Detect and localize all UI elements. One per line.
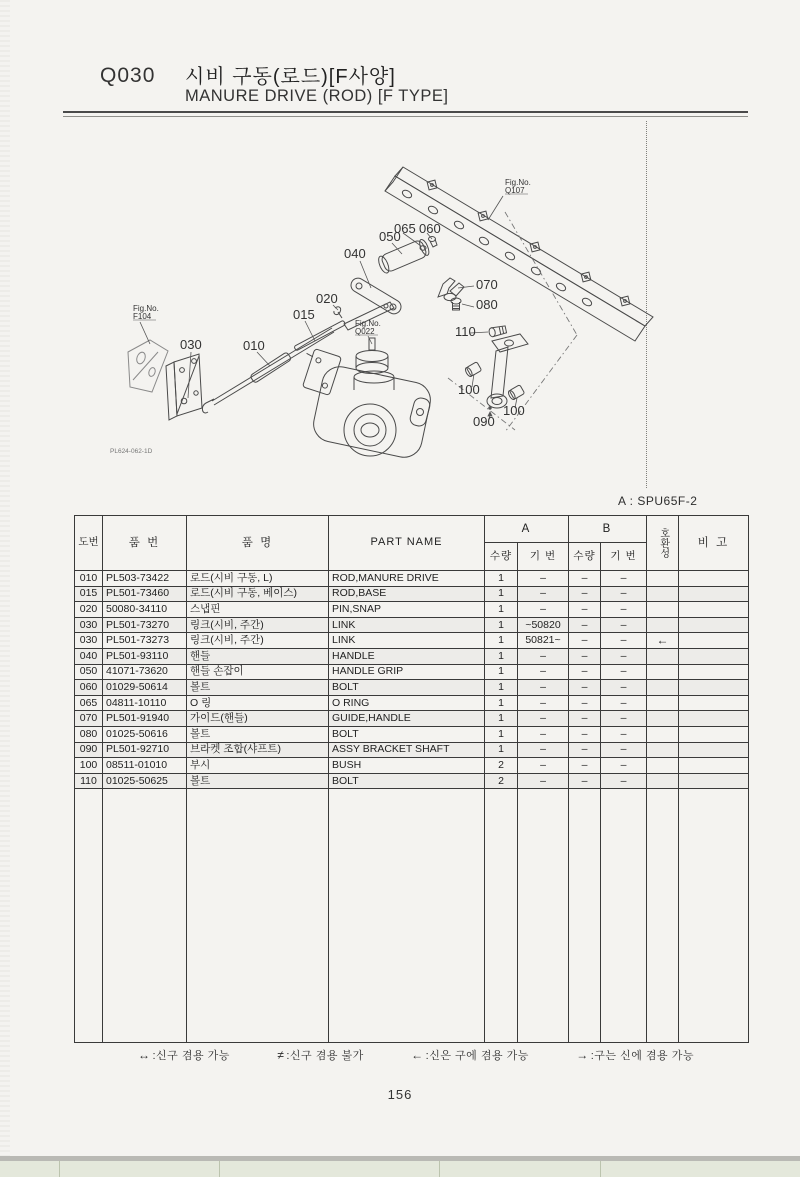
cell-compat	[647, 695, 679, 711]
cell-a-serial: –	[518, 648, 569, 664]
cell-a-qty: 1	[485, 586, 518, 602]
cell-b-qty: –	[569, 602, 601, 618]
cell-fig: 050	[75, 664, 103, 680]
callout-080: 080	[476, 297, 498, 312]
cell-a-serial: 50821~	[518, 633, 569, 649]
manure-drive-rod-part	[202, 328, 334, 413]
legend-item: ↔ :신구 겸용 가능	[138, 1048, 230, 1062]
cell-a-serial: ~50820	[518, 617, 569, 633]
cell-name-kr: 링크(시비, 주간)	[187, 617, 329, 633]
cell-fig: 070	[75, 711, 103, 727]
figref-q022-code: Q022	[355, 327, 375, 336]
cell-remark	[679, 586, 749, 602]
cell-part-no: 08511-01010	[103, 758, 187, 774]
cell-a-qty: 1	[485, 695, 518, 711]
cell-part-no: 01025-50616	[103, 726, 187, 742]
cell-part-name: BOLT	[329, 726, 485, 742]
cell-a-serial: –	[518, 758, 569, 774]
col-header-fig: 도번	[75, 516, 103, 571]
cell-fig: 020	[75, 602, 103, 618]
cell-part-name: BOLT	[329, 680, 485, 696]
cell-fig: 030	[75, 633, 103, 649]
table-row	[75, 602, 749, 618]
col-header-a-qty: 수량	[485, 543, 518, 571]
col-header-remark: 비 고	[679, 516, 749, 571]
cell-a-serial: –	[518, 571, 569, 587]
cell-part-name: ASSY BRACKET SHAFT	[329, 742, 485, 758]
table-row	[75, 648, 749, 664]
col-header-group-b: B	[569, 516, 647, 543]
callout-010: 010	[243, 338, 265, 353]
not-equal-icon: ≠	[277, 1048, 285, 1062]
cell-compat	[647, 617, 679, 633]
cell-part-no: PL501-73273	[103, 633, 187, 649]
page-title-korean: 시비 구동(로드)[F사양]	[185, 66, 396, 88]
cell-fig: 010	[75, 571, 103, 587]
bush-part-right	[507, 385, 525, 401]
cell-part-name: PIN,SNAP	[329, 602, 485, 618]
table-row	[75, 695, 749, 711]
cell-a-qty: 2	[485, 773, 518, 789]
cell-b-serial: –	[601, 758, 647, 774]
cell-part-no: PL501-93110	[103, 648, 187, 664]
table-row	[75, 726, 749, 742]
cell-remark	[679, 773, 749, 789]
cell-remark	[679, 726, 749, 742]
cell-b-qty: –	[569, 664, 601, 680]
cell-b-qty: –	[569, 758, 601, 774]
cell-name-kr: 볼트	[187, 773, 329, 789]
cell-a-qty: 1	[485, 617, 518, 633]
next-page-edge	[0, 1161, 800, 1177]
cell-part-name: GUIDE,HANDLE	[329, 711, 485, 727]
table-row	[75, 758, 749, 774]
drawing-number-note: PL624-062-1D	[110, 448, 153, 455]
callout-070: 070	[476, 277, 498, 292]
cell-a-serial: –	[518, 586, 569, 602]
cell-name-kr: 부시	[187, 758, 329, 774]
bolt-060-part	[429, 237, 438, 248]
callout-065: 065	[394, 221, 416, 236]
cell-part-no: 04811-10110	[103, 695, 187, 711]
cell-remark	[679, 711, 749, 727]
cell-b-serial: –	[601, 648, 647, 664]
cell-b-serial: –	[601, 633, 647, 649]
cell-compat	[647, 648, 679, 664]
callout-015: 015	[293, 307, 315, 322]
figref-f104-prefix: Fig.No.	[133, 304, 159, 313]
arrow-both-icon: ↔	[138, 1048, 151, 1062]
cell-a-serial: –	[518, 602, 569, 618]
cell-a-serial: –	[518, 664, 569, 680]
square-nuts	[427, 180, 630, 306]
cell-name-kr: 핸들 손잡이	[187, 664, 329, 680]
cell-b-qty: –	[569, 742, 601, 758]
cell-a-serial: –	[518, 773, 569, 789]
snap-pin-part	[334, 307, 342, 318]
cell-a-qty: 1	[485, 648, 518, 664]
cell-b-serial: –	[601, 680, 647, 696]
cell-name-kr: 스냅핀	[187, 602, 329, 618]
cell-b-qty: –	[569, 617, 601, 633]
cell-fig: 015	[75, 586, 103, 602]
cell-part-name: O RING	[329, 695, 485, 711]
cell-a-serial: –	[518, 726, 569, 742]
cell-compat	[647, 711, 679, 727]
model-note: A : SPU65F-2	[618, 494, 698, 508]
cell-a-qty: 1	[485, 664, 518, 680]
cell-name-kr: 가이드(핸들)	[187, 711, 329, 727]
figref-q022-prefix: Fig.No.	[355, 319, 381, 328]
bush-part-left	[464, 362, 482, 378]
cell-part-name: ROD,MANURE DRIVE	[329, 571, 485, 587]
compat-legend	[138, 1047, 694, 1063]
cell-b-qty: –	[569, 711, 601, 727]
cell-part-name: BUSH	[329, 758, 485, 774]
cell-compat: ←	[647, 633, 679, 649]
table-row	[75, 773, 749, 789]
cell-b-qty: –	[569, 633, 601, 649]
cell-remark	[679, 758, 749, 774]
callout-100-left: 100	[458, 382, 480, 397]
table-row	[75, 586, 749, 602]
cell-part-name: ROD,BASE	[329, 586, 485, 602]
col-header-name-kr: 품 명	[187, 516, 329, 571]
table-empty-filler	[75, 789, 749, 1043]
cell-fig: 100	[75, 758, 103, 774]
figref-q107-prefix: Fig.No.	[505, 178, 531, 187]
cell-compat	[647, 726, 679, 742]
cell-b-serial: –	[601, 664, 647, 680]
exploded-parts-diagram	[0, 0, 800, 500]
cell-a-qty: 1	[485, 742, 518, 758]
col-header-part-name: PART NAME	[329, 516, 485, 571]
cell-name-kr: 링크(시비, 주간)	[187, 633, 329, 649]
cell-name-kr: 브라켓 조합(샤프트)	[187, 742, 329, 758]
guide-handle-part	[438, 278, 464, 301]
legend-item: ← :신은 구에 겸용 가능	[411, 1048, 529, 1062]
arrow-left-icon: ←	[411, 1048, 424, 1062]
cell-fig: 090	[75, 742, 103, 758]
cell-remark	[679, 648, 749, 664]
cell-part-name: HANDLE GRIP	[329, 664, 485, 680]
page-title-english: MANURE DRIVE (ROD) [F TYPE]	[185, 87, 449, 105]
cell-a-qty: 1	[485, 711, 518, 727]
cell-a-qty: 1	[485, 726, 518, 742]
cell-name-kr: 로드(시비 구동, 베이스)	[187, 586, 329, 602]
cell-remark	[679, 602, 749, 618]
cell-b-serial: –	[601, 571, 647, 587]
cell-name-kr: 볼트	[187, 680, 329, 696]
table-row	[75, 617, 749, 633]
cell-b-serial: –	[601, 602, 647, 618]
cell-compat	[647, 664, 679, 680]
cell-part-name: BOLT	[329, 773, 485, 789]
cell-a-qty: 2	[485, 758, 518, 774]
figref-q107-code: Q107	[505, 186, 525, 195]
cell-b-serial: –	[601, 711, 647, 727]
cell-a-serial: –	[518, 695, 569, 711]
cell-fig: 065	[75, 695, 103, 711]
cell-compat	[647, 571, 679, 587]
cell-b-qty: –	[569, 695, 601, 711]
cell-part-no: 01029-50614	[103, 680, 187, 696]
cell-fig: 040	[75, 648, 103, 664]
col-header-group-a: A	[485, 516, 569, 543]
callout-100-right: 100	[503, 403, 525, 418]
cell-part-no: 50080-34110	[103, 602, 187, 618]
parts-table	[74, 515, 749, 1043]
cell-fig: 110	[75, 773, 103, 789]
cell-b-qty: –	[569, 680, 601, 696]
callout-110: 110	[455, 324, 476, 339]
cell-remark	[679, 571, 749, 587]
callout-060: 060	[419, 221, 441, 236]
callout-020: 020	[316, 291, 338, 306]
bracket-plate-part	[166, 354, 202, 420]
cell-b-serial: –	[601, 773, 647, 789]
cell-b-serial: –	[601, 742, 647, 758]
cell-b-qty: –	[569, 726, 601, 742]
callout-090: 090	[473, 414, 495, 429]
cell-a-qty: 1	[485, 680, 518, 696]
cell-b-serial: –	[601, 726, 647, 742]
cell-part-no: PL501-92710	[103, 742, 187, 758]
cell-a-qty: 1	[485, 571, 518, 587]
col-header-compat: 호환성	[647, 516, 679, 571]
cell-b-serial: –	[601, 695, 647, 711]
reference-bracket-f104	[128, 340, 168, 392]
col-header-b-serial: 기 번	[601, 543, 647, 571]
cell-remark	[679, 664, 749, 680]
cell-remark	[679, 633, 749, 649]
figref-f104-code: F104	[133, 312, 152, 321]
table-row	[75, 711, 749, 727]
cell-compat	[647, 773, 679, 789]
cell-part-no: PL503-73422	[103, 571, 187, 587]
cell-fig: 080	[75, 726, 103, 742]
cell-part-no: PL501-73460	[103, 586, 187, 602]
cell-compat	[647, 758, 679, 774]
cell-part-no: PL501-91940	[103, 711, 187, 727]
callout-050: 050	[379, 229, 401, 244]
header-row-groups	[75, 516, 749, 543]
cell-fig: 030	[75, 617, 103, 633]
cell-compat	[647, 586, 679, 602]
cell-part-name: LINK	[329, 633, 485, 649]
handle-part	[348, 276, 403, 317]
table-row	[75, 742, 749, 758]
cell-compat	[647, 602, 679, 618]
table-row	[75, 633, 749, 649]
legend-item: ≠ :신구 겸용 불가	[277, 1048, 364, 1062]
cell-part-no: PL501-73270	[103, 617, 187, 633]
section-code: Q030	[100, 64, 156, 87]
cell-b-qty: –	[569, 648, 601, 664]
cell-remark	[679, 680, 749, 696]
cell-part-no: 01025-50625	[103, 773, 187, 789]
callout-040: 040	[344, 246, 366, 261]
cell-b-qty: –	[569, 773, 601, 789]
cell-a-serial: –	[518, 742, 569, 758]
page-number: 156	[387, 1087, 413, 1102]
cell-fig: 060	[75, 680, 103, 696]
table-row	[75, 571, 749, 587]
cell-remark	[679, 695, 749, 711]
cell-a-qty: 1	[485, 633, 518, 649]
bolt-110-part	[488, 325, 506, 337]
col-header-b-qty: 수량	[569, 543, 601, 571]
table-row	[75, 664, 749, 680]
cell-part-no: 41071-73620	[103, 664, 187, 680]
cell-b-qty: –	[569, 586, 601, 602]
cell-b-serial: –	[601, 617, 647, 633]
cell-b-qty: –	[569, 571, 601, 587]
cell-name-kr: 핸들	[187, 648, 329, 664]
gearbox-body	[303, 338, 434, 461]
cell-a-serial: –	[518, 711, 569, 727]
cell-part-name: LINK	[329, 617, 485, 633]
cell-a-serial: –	[518, 680, 569, 696]
cell-b-serial: –	[601, 586, 647, 602]
cell-compat	[647, 680, 679, 696]
cell-compat	[647, 742, 679, 758]
legend-item: → :구는 신에 겸용 가능	[576, 1048, 694, 1062]
arrow-right-icon: →	[576, 1048, 589, 1062]
cell-part-name: HANDLE	[329, 648, 485, 664]
col-header-part-no: 품 번	[103, 516, 187, 571]
cell-name-kr: 로드(시비 구동, L)	[187, 571, 329, 587]
cell-name-kr: 볼트	[187, 726, 329, 742]
cell-remark	[679, 617, 749, 633]
col-header-a-serial: 기 번	[518, 543, 569, 571]
cell-a-qty: 1	[485, 602, 518, 618]
cell-name-kr: O 링	[187, 695, 329, 711]
cell-remark	[679, 742, 749, 758]
callout-030: 030	[180, 337, 202, 352]
table-row	[75, 680, 749, 696]
